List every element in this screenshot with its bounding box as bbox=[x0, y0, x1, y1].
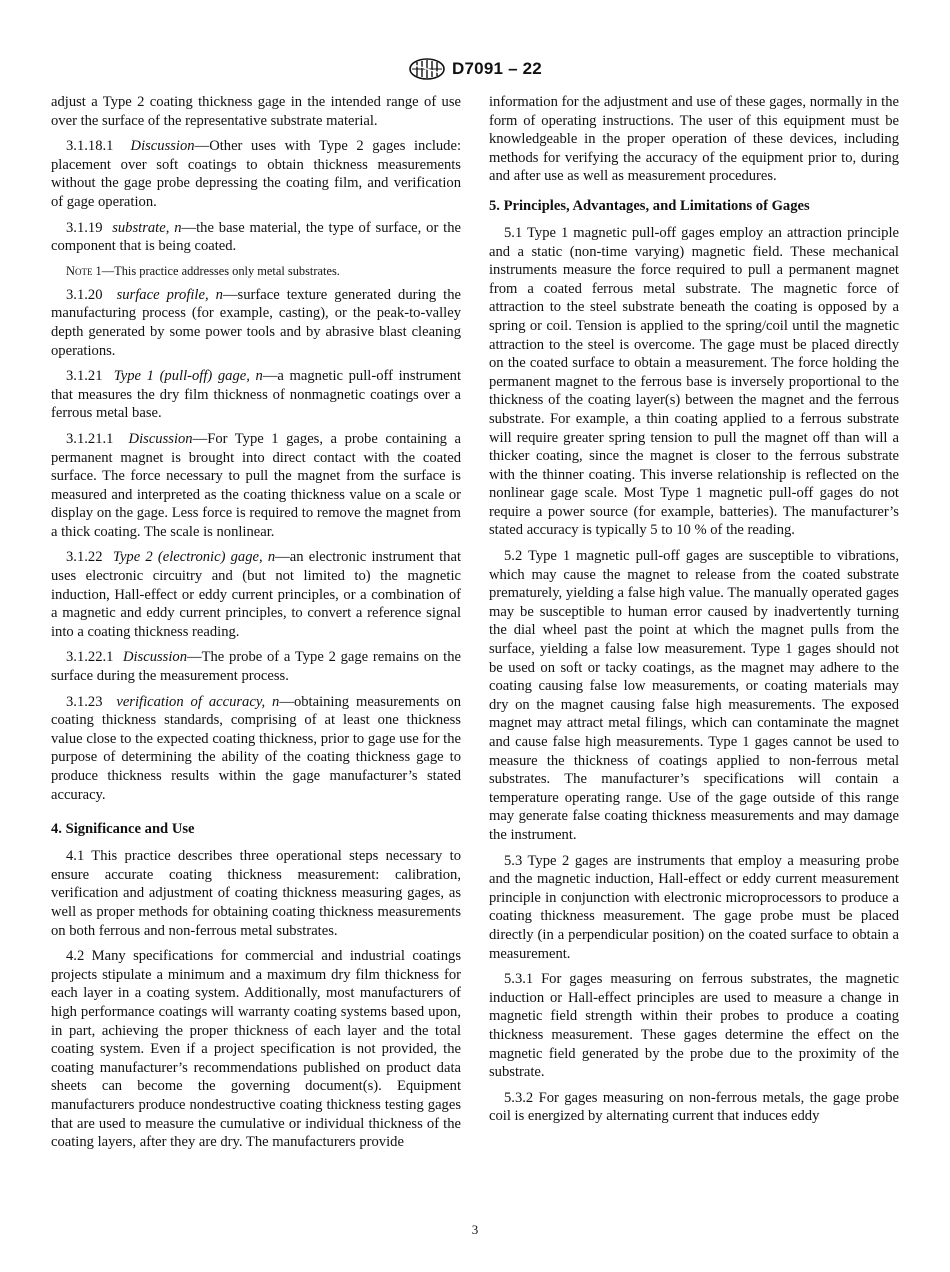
term: verification of accuracy, n bbox=[116, 693, 280, 710]
term: Discussion bbox=[122, 649, 187, 666]
paragraph-3-1-22-1: 3.1.22.1 Discussion—The probe of a Type 2 gage remains on the surface during the measurement process. bbox=[51, 649, 462, 685]
paragraph-3-1-20: 3.1.20 surface profile, n—surface texture generated during the manufacturing process (for example, casting), or the peak-to-valley depth generated by some power tools and by abrasive blast cleaning operations. bbox=[51, 286, 462, 359]
paragraph-5-3-1: 5.3.1 For gages measuring on ferrous substrates, the magnetic induction or Hall-effect principles are used to measure a change in magnetic field strength within their probes to produce a coating thickness measurement. These gages determine the effect on the magnetic field generated by the probe due to the proximity of the substrate. bbox=[489, 971, 899, 1081]
page-number: 3 bbox=[471, 1222, 479, 1237]
paragraph-5-2: 5.2 Type 1 magnetic pull-off gages are susceptible to vibrations, which may cause the magnet to release from the coated substrate prematurely, yielding a false high value. The manually operated gages may be susceptible to human error caused by inadvertently turning the dial wheel past the point at which the magnet pulls from the surface, yielding a false low measurement. Type 1 gages should not be used on soft or tacky coatings, as the magnet may adhere to the coating causing false low measurements, or coating materials may dry on the magnet causing false high measurements. The exposed magnet may attract metal filings, which can contaminate the magnet and cause false high measurements. Type 1 gages cannot be used to measure the thickness of coatings applied to non-ferrous metal substrates. The manufacturer’s specifications will contain a temperature operating range. Use of the gage outside of this range may generate false coating thickness measurements and may damage the instrument. bbox=[489, 548, 899, 843]
term: surface profile, n bbox=[116, 286, 223, 303]
right-column bbox=[489, 93, 899, 1133]
paragraph-3-1-23: 3.1.23 verification of accuracy, n—obtaining measurements on coating thickness standards, comprising of at least one thickness value close to the expected coating thickness, prior to gage use for the purpose of determining the ability of the coating thickness gage to produce thickness results within the gage manufacturer’s stated accuracy. bbox=[51, 693, 461, 803]
paragraph-4-2: 4.2 Many specifications for commercial and industrial coatings projects stipulate a minimum and a maximum dry film thickness for each layer in a coating system. Additionally, most manufacturers of high performance coatings will warranty coating systems based upon, in part, achieving the proper thickness of each layer and the total coating system. Even if a project specification is not provided, the coating manufacturer’s recommendations published on product data sheets can become the governing document(s). Equipment manufacturers produce nondestructive coating thickness testing gages that are used to measure the cumulative or individual thickness of the coating layers, after they are dry. The manufacturers provide bbox=[51, 948, 461, 1151]
section-heading-4: 4. Significance and Use bbox=[51, 821, 195, 838]
term: Discussion bbox=[130, 138, 195, 155]
term: Type 1 (pull-off) gage, n bbox=[113, 368, 263, 385]
document-designation: D7091 – 22 bbox=[452, 59, 542, 78]
paragraph-5-3-2: 5.3.2 For gages measuring on non-ferrous metals, the gage probe coil is energized by alternating current that induces eddy bbox=[489, 1089, 899, 1125]
paragraph-3-1-21: 3.1.21 Type 1 (pull-off) gage, n—a magnetic pull-off instrument that measures the dry film thickness of nonmagnetic coatings over a ferrous metal base. bbox=[51, 368, 461, 422]
paragraph-4-1: 4.1 This practice describes three operational steps necessary to ensure accurate coating thickness measurement: calibration, verification and adjustment of coating thickness measuring gages, as well as proper methods for obtaining coating thickness measurements on both ferrous and non-ferrous metal substrates. bbox=[51, 848, 461, 939]
paragraph-3-1-21-1: 3.1.21.1 Discussion—For Type 1 gages, a probe containing a permanent magnet is brought into direct contact with the coated surface. The force necessary to pull the magnet from the surface is measured and interpreted as the coating thickness value on a scale or display on the gage. Less force is required to remove the magnet from a thick coating. The scale is nonlinear. bbox=[51, 430, 461, 540]
term: substrate, n bbox=[112, 219, 182, 236]
term: Type 2 (electronic) gage, n bbox=[112, 549, 276, 566]
paragraph-3-1-22: 3.1.22 Type 2 (electronic) gage, n—an electronic instrument that uses electronic circuitry and (but not limited to) the magnetic induction, Hall-effect or eddy current principles, or a combination of a magnetic and eddy current principles, to convert a reference signal into a coating thickness reading. bbox=[51, 549, 462, 640]
paragraph-5-3: 5.3 Type 2 gages are instruments that employ a measuring probe and the magnetic induction, Hall-effect or eddy current measurement principle in conjunction with electronic microprocessors to produce a coating thickness measurement. The gage probe must be placed directly (in a perpendicular position) on the coated surface to obtain a measurement. bbox=[489, 852, 899, 962]
note-1: Note 1—This practice addresses only metal substrates. bbox=[66, 263, 340, 278]
paragraph: adjust a Type 2 coating thickness gage in the intended range of use over the surface of the representative substrate material. bbox=[51, 94, 461, 129]
page-header bbox=[0, 58, 950, 82]
section-heading-5: 5. Principles, Advantages, and Limitations of Gages bbox=[489, 197, 810, 214]
paragraph-3-1-18-1: 3.1.18.1 Discussion—Other uses with Type 2 gages include: placement over soft coatings to obtain thickness measurements without the gage probe depressing the coating film, and verification of gage operation. bbox=[51, 138, 461, 210]
paragraph-5-1: 5.1 Type 1 magnetic pull-off gages employ an attraction principle and a static (non-time varying) magnetic field. These mechanical instruments measure the force required to pull a permanent magnet from a coated ferrous metal substrate. The magnetic force of attraction to the steel substrate beneath the coating is opposed by a spring or coil. Tension is applied to the spring/coil until the magnetic attraction to the steel is overcome. The gage must be placed directly on the coated surface to obtain a measurement. The force holding the permanent magnet to the ferrous base is inversely proportional to the thickness of the coating layer(s) between the magnet and the ferrous substrate. For example, a thin coating applied to a ferrous substrate will require greater spring tension to pull the magnet off than will a thicker coating, since the magnet is closer to the ferrous substrate with the thinner coating. This inverse relationship is reflected on the nonlinear gage scale. Most Type 1 magnetic pull-off gages do not require a power source (for example, batteries). The manufacturer’s stated accuracy is typically 5 to 10 % of the reading. bbox=[489, 224, 899, 539]
astm-logo-icon bbox=[408, 58, 446, 80]
term: Discussion bbox=[128, 430, 193, 447]
paragraph: information for the adjustment and use of these gages, normally in the form of operating instructions. The user of this equipment must be knowledgeable in the proper operation of these devices, including methods for verifying the accuracy of the equipment prior to, during and after use as well as measurement procedures. bbox=[489, 94, 899, 185]
paragraph-3-1-19: 3.1.19 substrate, n—the base material, the type of surface, or the component that is being coated. bbox=[51, 219, 461, 255]
left-column bbox=[51, 93, 461, 1159]
